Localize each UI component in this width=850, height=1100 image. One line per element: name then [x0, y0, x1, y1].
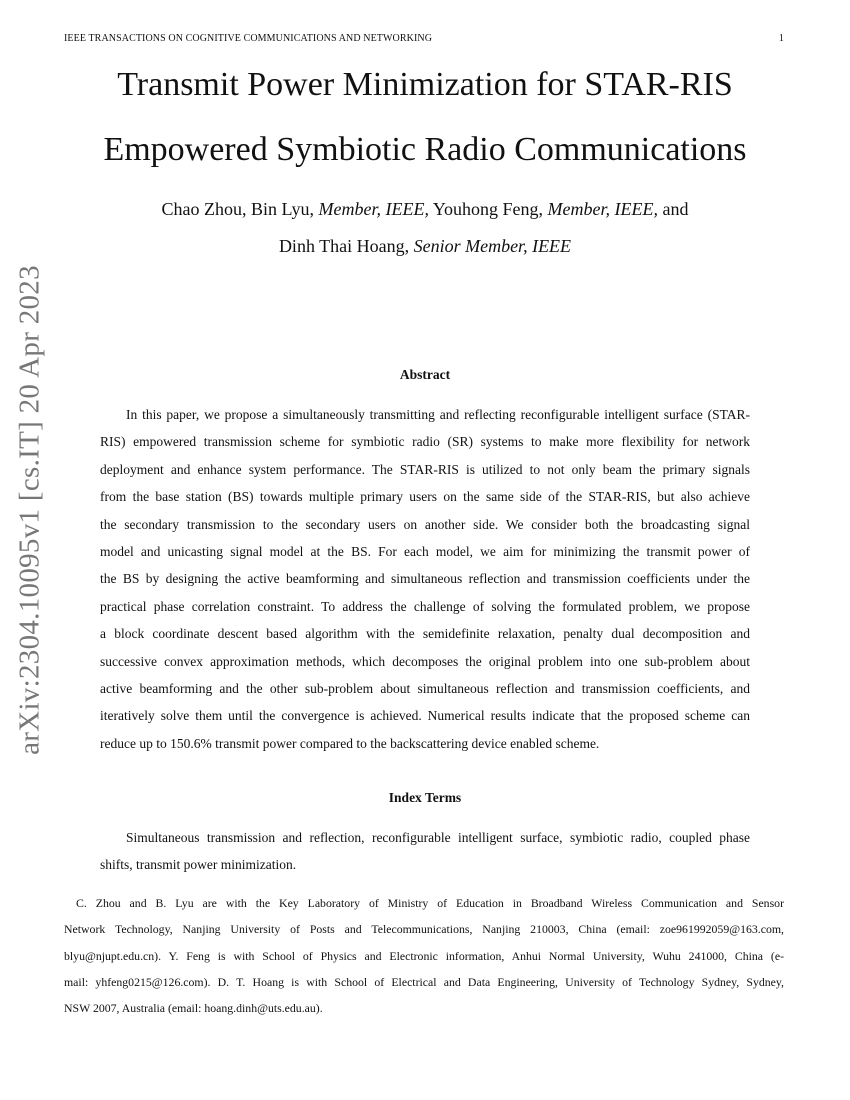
text-line: Simultaneous transmission and reflection, reconfigurable intelligent surface, symbiotic radio, coupled phase	[126, 830, 750, 845]
text-line: the BS by designing the active beamforming and simultaneous reflection and transmission coefficients under the	[100, 571, 750, 587]
abstract-body	[100, 401, 750, 757]
text-line: practical phase correlation constraint. To address the challenge of solving the formulated problem, we propose	[100, 598, 750, 614]
authors-line-1	[0, 199, 850, 220]
arxiv-stamp: arXiv:2304.10095v1 [cs.IT] 20 Apr 2023	[13, 265, 46, 755]
author-names: Dinh Thai Hoang,	[278, 236, 414, 256]
text-line: In this paper, we propose a simultaneously transmitting and reflecting reconfigurable intelligent surface (STAR-	[126, 407, 750, 422]
page-number: 1	[778, 33, 784, 44]
text-line: iteratively solve them until the convergence is achieved. Numerical results indicate that the proposed scheme can	[100, 708, 750, 724]
text-line: mail: yhfeng0215@126.com). D. T. Hoang is with School of Electrical and Data Engineering, University of Technology Sydney, Sydney,	[64, 974, 784, 989]
text-line: RIS) empowered transmission scheme for symbiotic radio (SR) systems to make more flexibility for network	[100, 434, 750, 450]
text-line: shifts, transmit power minimization.	[100, 857, 297, 873]
author-names: Chao Zhou, Bin Lyu,	[161, 199, 319, 219]
text-line: reduce up to 150.6% transmit power compared to the backscattering device enabled scheme.	[100, 735, 600, 751]
text-line: successive convex approximation methods, which decomposes the original problem into one sub-problem about	[100, 653, 750, 669]
index-terms-body	[100, 824, 750, 879]
text-line: the secondary transmission to the secondary users on another side. We consider both the broadcasting signal	[100, 516, 750, 532]
abstract-heading: Abstract	[399, 367, 451, 382]
author-affiliation-footnote	[64, 890, 784, 1021]
journal-name: IEEE TRANSACTIONS ON COGNITIVE COMMUNICATIONS AND NETWORKING	[64, 33, 433, 44]
text-line: active beamforming and the other sub-problem about simultaneous reflection and transmission coefficients, and	[100, 680, 750, 696]
author-names: Youhong Feng,	[428, 199, 548, 219]
text-line: a block coordinate descent based algorithm with the semidefinite relaxation, penalty dual decomposition and	[100, 626, 750, 642]
author-role: Senior Member, IEEE	[413, 236, 572, 256]
text-line: deployment and enhance system performance. The STAR-RIS is utilized to not only beam the primary signals	[100, 461, 750, 477]
text-line: C. Zhou and B. Lyu are with the Key Laboratory of Ministry of Education in Broadband Wireless Communication and Sensor	[76, 896, 784, 910]
text-line: NSW 2007, Australia (email: hoang.dinh@uts.edu.au).	[64, 1001, 323, 1016]
title-line-1: Transmit Power Minimization for STAR-RIS	[117, 66, 733, 103]
authors-line-2	[0, 236, 850, 257]
author-and: and	[657, 199, 689, 219]
text-line: blyu@njupt.edu.cn). Y. Feng is with School of Physics and Electronic information, Anhui Normal University, Wuhu 241000, China (e-	[64, 948, 784, 963]
author-role: Member, IEEE,	[547, 199, 658, 219]
index-terms-heading: Index Terms	[388, 790, 462, 805]
text-line: Network Technology, Nanjing University of Posts and Telecommunications, Nanjing 210003, China (email: zoe961992059@163.com,	[64, 922, 784, 937]
running-header	[64, 33, 784, 44]
title-line-2: Empowered Symbiotic Radio Communications	[103, 131, 747, 168]
author-role: Member, IEEE,	[318, 199, 429, 219]
text-line: model and unicasting signal model at the BS. For each model, we aim for minimizing the transmit power of	[100, 543, 750, 559]
text-line: from the base station (BS) towards multiple primary users on the same side of the STAR-RIS, but also achieve	[100, 489, 750, 505]
